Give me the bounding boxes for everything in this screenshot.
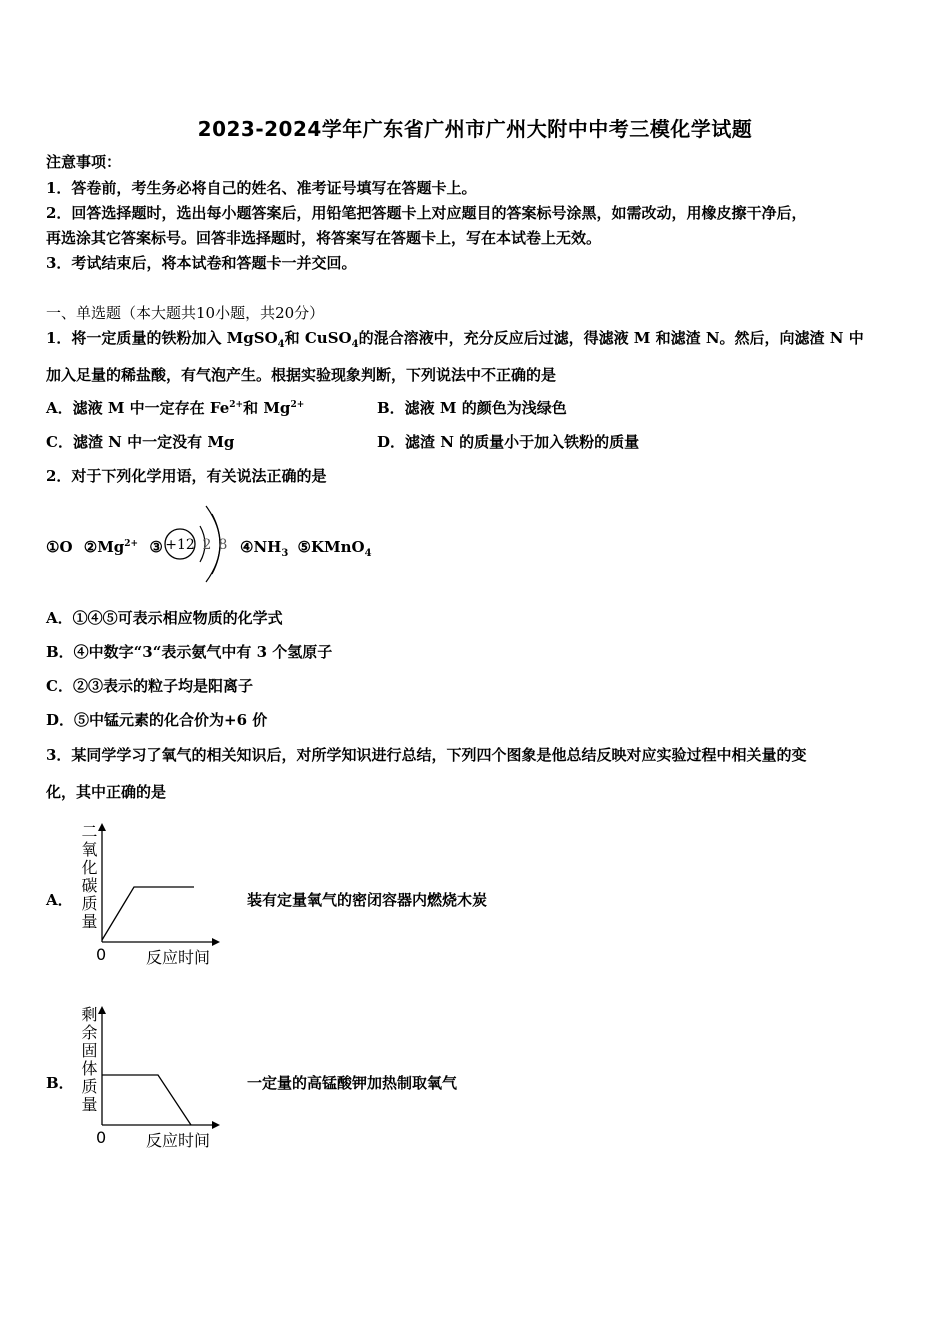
q3-option-a-label[interactable]: A． [46, 891, 73, 909]
notes-item-3: 3．考试结束后，将本试卷和答题卡一并交回。 [46, 254, 357, 272]
graph-b-description: 一定量的高锰酸钾加热制取氧气 [247, 1074, 458, 1092]
q1-stem-part: 和 CuSO [284, 329, 352, 347]
q1-stem-part: 的混合溶液中，充分反应后过滤，得滤液 M 和滤渣 N。然后，向滤渣 N 中 [358, 329, 864, 347]
graph-a-y-arrow [98, 823, 106, 831]
notes-item-2: 2．回答选择题时，选出每小题答案后，用铅笔把答题卡上对应题目的答案标号涂黑，如需改动，用橡皮擦干净后， [46, 204, 807, 222]
q1-stem-line2: 加入足量的稀盐酸，有气泡产生。根据实验现象判断，下列说法中不正确的是 [46, 366, 557, 384]
page-title: 2023-2024学年广东省广州市广州大附中中考三模化学试题 [197, 117, 753, 141]
graph-a-xlabel: 反应时间 [146, 948, 211, 967]
q2-option-c[interactable]: C．②③表示的粒子均是阳离子 [46, 677, 253, 695]
q1-option-d[interactable]: D．滤渣 N 的质量小于加入铁粉的质量 [377, 433, 640, 451]
atom-structure-diagram [160, 500, 240, 585]
q2-option-a[interactable]: A．①④⑤可表示相应物质的化学式 [46, 609, 283, 627]
graph-a [96, 822, 222, 950]
subscript: 4 [364, 548, 372, 559]
nucleus-charge: +12 [165, 537, 195, 553]
q1-option-a-text: A．滤液 M 中一定存在 Fe [46, 399, 230, 417]
q3-option-b-label[interactable]: B． [46, 1074, 74, 1092]
subscript: 3 [281, 548, 289, 559]
q1-stem-line1 [46, 327, 864, 349]
q1-option-a[interactable] [46, 397, 304, 419]
graph-b-xlabel: 反应时间 [146, 1131, 211, 1150]
q1-stem-part: 1．将一定质量的铁粉加入 MgSO [46, 329, 278, 347]
q1-subscript: 4 [277, 339, 285, 350]
superscript: 2+ [290, 400, 305, 410]
graph-a-x-arrow [212, 938, 220, 946]
q1-subscript: 4 [351, 339, 359, 350]
notes-item-2-cont: 再选涂其它答案标号。回答非选择题时，将答案写在答题卡上，写在本试卷上无效。 [46, 229, 602, 247]
shell-1-electrons: 2 [202, 537, 212, 553]
q2-option-b[interactable]: B．④中数字“3“表示氨气中有 3 个氢原子 [46, 643, 333, 661]
q1-option-c[interactable]: C．滤渣 N 中一定没有 Mg [46, 433, 235, 451]
q2-symbols-row-2 [240, 536, 372, 558]
graph-b-ylabel: 剩余固体质量 [79, 1006, 98, 1114]
q2-symbols-row [46, 536, 163, 558]
q3-stem-line2: 化，其中正确的是 [46, 783, 167, 801]
notes-item-1: 1．答卷前，考生务必将自己的姓名、准考证号填写在答题卡上。 [46, 179, 477, 197]
graph-b [96, 1005, 222, 1133]
q2-item-2: ②Mg [83, 538, 125, 556]
graph-a-origin: 0 [96, 945, 107, 964]
graph-b-x-arrow [212, 1121, 220, 1129]
q2-item-1: ①O [46, 538, 73, 556]
superscript: 2+ [124, 539, 139, 549]
q3-stem-line1: 3．某同学学习了氧气的相关知识后，对所学知识进行总结，下列四个图象是他总结反映对应实验过程中相关量的变 [46, 746, 807, 764]
graph-a-description: 装有定量氧气的密闭容器内燃烧木炭 [247, 891, 488, 909]
q2-item-4: ④NH [240, 538, 282, 556]
q2-item-5: ⑤KMnO [297, 538, 365, 556]
notes-heading: 注意事项： [46, 153, 122, 171]
q2-item-3: ③ [149, 538, 163, 556]
section-heading: 一、单选题（本大题共10小题，共20分） [46, 304, 325, 322]
graph-a-curve [102, 887, 194, 940]
graph-b-y-arrow [98, 1006, 106, 1014]
q2-option-d[interactable]: D．⑤中锰元素的化合价为+6 价 [46, 711, 268, 729]
graph-a-ylabel: 二氧化碳质量 [79, 823, 98, 931]
graph-b-curve [102, 1075, 191, 1125]
shell-2-electrons: 8 [218, 537, 228, 553]
q2-stem: 2．对于下列化学用语，有关说法正确的是 [46, 467, 327, 485]
superscript: 2+ [229, 400, 244, 410]
q1-option-b[interactable]: B．滤液 M 的颜色为浅绿色 [377, 399, 567, 417]
graph-b-origin: 0 [96, 1128, 107, 1147]
q1-option-a-text: 和 Mg [243, 399, 291, 417]
